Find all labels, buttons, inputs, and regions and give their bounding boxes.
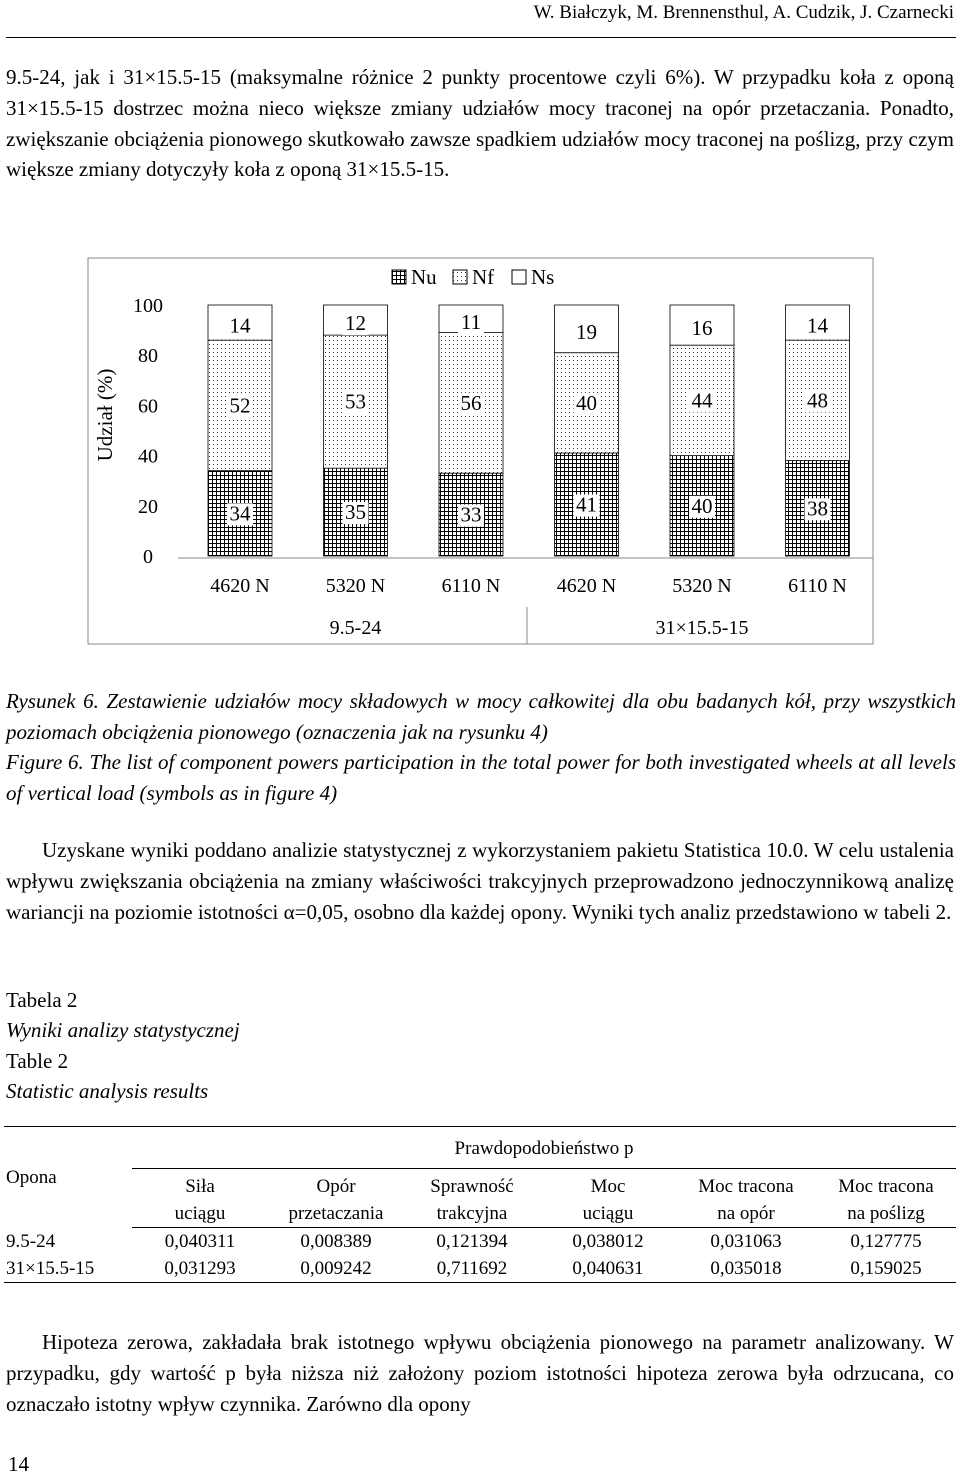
- x-group-label: 31×15.5-15: [655, 617, 749, 639]
- x-category-label: 5320 N: [325, 575, 386, 597]
- paragraph-3-text: Hipoteza zerowa, zakładała brak istotnego wpływu obciążenia pionowego na parametr analizowany. W przypadku, gdy wartość p była niższa niż założony poziom istotności hipoteza zerowa była odrzucana, co oznaczało istotny wpływ czynnika. Zarówno dla opony: [6, 1330, 954, 1416]
- x-group-label: 9.5-24: [329, 617, 382, 639]
- x-axis-categories: [210, 575, 847, 597]
- data-label-ns: 19: [576, 319, 597, 344]
- figure-caption: [6, 686, 956, 808]
- paragraph-2-text: Uzyskane wyniki poddano analizie statystycznej z wykorzystaniem pakietu Statistica 10.0. W celu ustalenia wpływu zwiększania obciążenia na zmiany właściwości trakcyjnych przeprowadzono jednoczynnikową analizę wariancji na poziomie istotności α=0,05, osobno dla każdej opony. Wyniki tych analiz przedstawiono w tabeli 2.: [6, 838, 954, 924]
- legend-swatch: [512, 270, 526, 284]
- data-label-nf: 44: [691, 388, 713, 413]
- table-cell: 0,159025: [816, 1255, 956, 1283]
- x-category-label: 4620 N: [210, 575, 270, 597]
- table-row: [4, 1255, 956, 1283]
- figure-caption-pl: Rysunek 6. Zestawienie udziałów mocy składowych w mocy całkowitej dla obu badanych kół, przy wszystkich poziomach obciążenia pionowego (oznaczenia jak na rysunku 4): [6, 689, 956, 744]
- x-axis-groups: [330, 617, 749, 639]
- y-tick-label: 80: [138, 345, 158, 368]
- table-cell: 0,009242: [268, 1255, 404, 1283]
- data-label-nu: 34: [229, 501, 251, 526]
- table-group-header: Prawdopodobieństwo p: [132, 1127, 956, 1169]
- legend-swatch: [392, 270, 406, 284]
- x-category-label: 6110 N: [441, 575, 501, 597]
- table-cell: 0,035018: [676, 1255, 816, 1283]
- data-label-ns: 14: [229, 313, 251, 338]
- legend-label: Nu: [411, 265, 437, 289]
- data-label-nf: 53: [345, 389, 366, 414]
- statistics-table: [4, 1126, 956, 1283]
- column-header: Moc uciągu: [540, 1169, 676, 1228]
- table-title-en: Statistic analysis results: [6, 1078, 209, 1103]
- data-label-nf: 52: [229, 393, 251, 418]
- column-header: Moc tracona na opór: [676, 1169, 816, 1228]
- data-label-nu: 35: [345, 500, 366, 525]
- chart-legend: [392, 265, 554, 289]
- table-caption: [6, 985, 240, 1106]
- y-tick-label: 60: [138, 395, 158, 418]
- x-category-label: 4620 N: [556, 575, 617, 597]
- y-tick-label: 0: [143, 546, 153, 568]
- header-rule: [6, 37, 956, 38]
- column-header: Sprawność trakcyjna: [404, 1169, 540, 1228]
- column-header: Opór przetaczania: [268, 1169, 404, 1228]
- table-cell: 0,040631: [540, 1255, 676, 1283]
- table-cell: 0,008389: [300, 1231, 372, 1252]
- table-cell: 0,040311: [164, 1231, 236, 1252]
- table-label-pl: Tabela 2: [6, 988, 78, 1012]
- stacked-bar-chart-svg: [0, 255, 880, 655]
- data-label-nu: 33: [460, 502, 482, 527]
- paragraph-1: [6, 62, 954, 185]
- column-header: Siła uciągu: [132, 1169, 268, 1228]
- table-cell: 0,031063: [710, 1231, 782, 1252]
- data-label-ns: 16: [691, 316, 713, 341]
- x-category-label: 5320 N: [672, 575, 732, 597]
- y-tick-label: 40: [138, 445, 158, 468]
- bars: [208, 305, 850, 556]
- data-label-ns: 14: [807, 313, 828, 338]
- table-row: [4, 1228, 956, 1256]
- table-title-pl: Wyniki analizy statystycznej: [6, 1018, 240, 1043]
- table-cell: 0,031293: [132, 1255, 268, 1283]
- data-label-nu: 40: [691, 493, 713, 518]
- legend-swatch: [453, 270, 467, 284]
- table-cell-tire: 31×15.5-15: [4, 1255, 132, 1283]
- y-tick-label: 100: [133, 295, 163, 317]
- y-tick-label: 20: [138, 495, 158, 518]
- table-cell: 0,711692: [404, 1255, 540, 1283]
- data-label-nf: 48: [807, 388, 828, 413]
- y-axis-ticks: [133, 295, 163, 568]
- paragraph-1-text: 9.5-24, jak i 31×15.5-15 (maksymalne różnice 2 punkty procentowe czyli 6%). W przypadku koła z oponą 31×15.5-15 dostrzec można nieco większe zmiany udziałów mocy traconej na opór przetaczania. Ponadto, zwiększanie obciążenia pionowego skutkowało zawsze spadkiem udziałów mocy traconej na poślizg, przy czym większe zmiany dotyczyły koła z oponą 31×15.5-15.: [6, 65, 954, 182]
- table-cell-tire: 9.5-24: [6, 1231, 56, 1252]
- page-number: 14: [8, 1452, 29, 1476]
- data-label-nu: 38: [807, 496, 828, 521]
- running-header: W. Białczyk, M. Brennensthul, A. Cudzik, J. Czarnecki: [533, 2, 954, 23]
- paragraph-2: [6, 835, 954, 927]
- table-cell: 0,038012: [572, 1231, 644, 1252]
- x-category-label: 6110 N: [788, 575, 847, 597]
- y-axis-label: Udział (%): [93, 368, 117, 462]
- table-cell: 0,127775: [850, 1231, 922, 1252]
- legend-label: Ns: [531, 265, 555, 289]
- figure-6-chart: [0, 255, 880, 655]
- figure-caption-en: Figure 6. The list of component powers participation in the total power for both investigated wheels at all levels of vertical load (symbols as in figure 4): [6, 750, 956, 805]
- data-label-ns: 12: [345, 311, 366, 336]
- table-cell: 0,121394: [436, 1231, 508, 1252]
- column-header: Moc tracona na poślizg: [816, 1169, 956, 1228]
- legend-label: Nf: [472, 265, 495, 289]
- data-label-nf: 56: [460, 390, 482, 415]
- table-row-header: Opona: [4, 1127, 132, 1228]
- paragraph-3: [6, 1327, 954, 1419]
- data-label-nf: 40: [576, 390, 597, 415]
- data-label-ns: 11: [460, 309, 482, 334]
- data-label-nu: 41: [576, 492, 597, 517]
- table-label-en: Table 2: [6, 1048, 69, 1073]
